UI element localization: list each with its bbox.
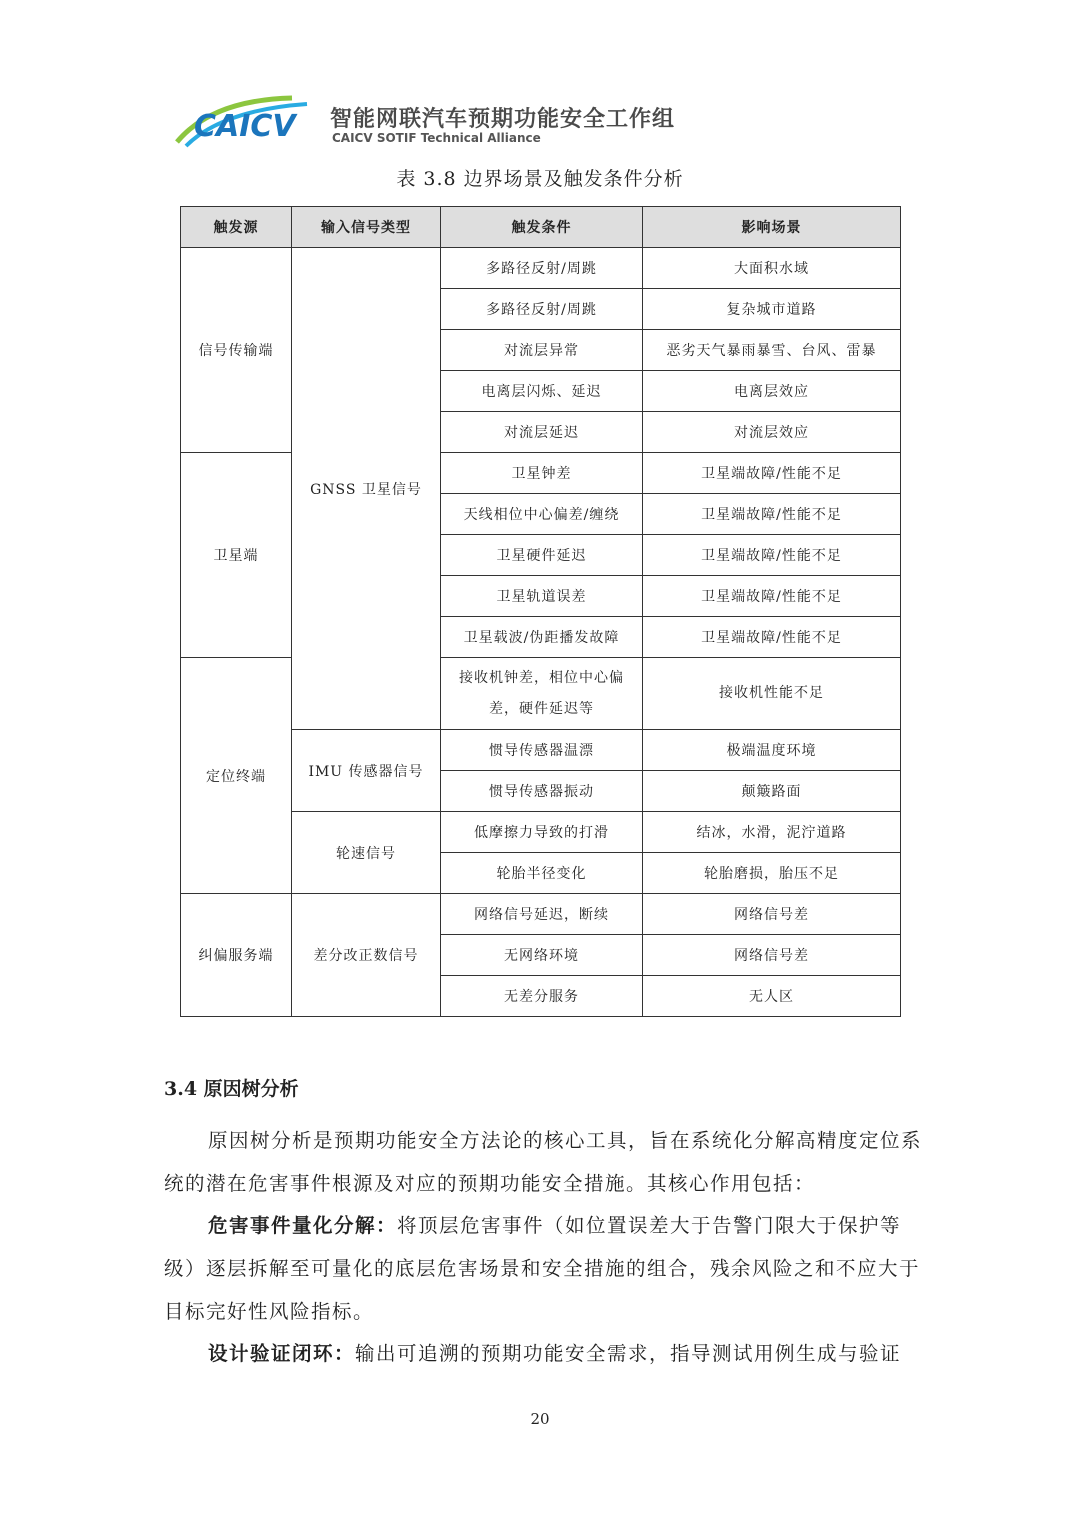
cell-scene: 网络信号差: [643, 894, 901, 935]
cell-condition: 无网络环境: [441, 935, 643, 976]
cell-scene: 恶劣天气暴雨暴雪、台风、雷暴: [643, 330, 901, 371]
cell-scene: 结冰，水滑，泥泞道路: [643, 812, 901, 853]
cell-condition: 卫星钟差: [441, 453, 643, 494]
paragraph-design-verification: [164, 1332, 924, 1375]
cell-scene: 卫星端故障/性能不足: [643, 494, 901, 535]
table-row: [181, 453, 901, 494]
boundary-scenario-table: [180, 206, 901, 1017]
signal-imu: IMU 传感器信号: [292, 730, 441, 812]
paragraph-text: 将顶层危害事件（如位置误差大于告警门限大于保护等级）逐层拆解至可量化的底层危害场景和安全措施的组合，残余风险之和不应大于目标完好性风险指标。: [164, 1214, 921, 1323]
cell-condition: 无差分服务: [441, 976, 643, 1017]
logo-wordmark: CAICV: [194, 109, 296, 144]
cell-scene: 接收机性能不足: [643, 658, 901, 730]
paragraph-intro: 原因树分析是预期功能安全方法论的核心工具，旨在系统化分解高精度定位系统的潜在危害事件根源及对应的预期功能安全措施。其核心作用包括：: [164, 1129, 923, 1195]
cell-condition: 多路径反射/周跳: [441, 289, 643, 330]
table-caption: 表 3.8 边界场景及触发条件分析: [396, 168, 684, 190]
cell-scene: 卫星端故障/性能不足: [643, 576, 901, 617]
cell-scene: 复杂城市道路: [643, 289, 901, 330]
paragraph-text: 输出可追溯的预期功能安全需求，指导测试用例生成与验证: [355, 1342, 902, 1365]
header-trigger-source: 触发源: [181, 207, 292, 248]
signal-wheel-speed: 轮速信号: [292, 812, 441, 894]
org-name-cn: 智能网联汽车预期功能安全工作组: [330, 107, 676, 132]
header-trigger-condition: 触发条件: [441, 207, 643, 248]
cell-condition: 惯导传感器温漂: [441, 730, 643, 771]
cell-scene: 对流层效应: [643, 412, 901, 453]
org-name-en: CAICV SOTIF Technical Alliance: [332, 131, 541, 145]
cell-scene: 卫星端故障/性能不足: [643, 535, 901, 576]
cell-scene: 无人区: [643, 976, 901, 1017]
header-signal-type: 输入信号类型: [292, 207, 441, 248]
cell-condition: 低摩擦力导致的打滑: [441, 812, 643, 853]
cell-condition: 卫星轨道误差: [441, 576, 643, 617]
cell-scene: 卫星端故障/性能不足: [643, 617, 901, 658]
cell-condition: 卫星载波/伪距播发故障: [441, 617, 643, 658]
paragraph-label: 危害事件量化分解：: [208, 1214, 398, 1237]
signal-differential: 差分改正数信号: [292, 894, 441, 1017]
section-title: 3.4 原因树分析: [164, 1078, 299, 1100]
logo-swoosh-graphic: [172, 92, 332, 150]
cell-scene: 颠簸路面: [643, 771, 901, 812]
group-satellite: 卫星端: [181, 453, 292, 658]
cell-condition: 卫星硬件延迟: [441, 535, 643, 576]
group-signal-transmission: 信号传输端: [181, 248, 292, 453]
cell-condition: 天线相位中心偏差/缠绕: [441, 494, 643, 535]
paragraph-hazard-decomposition: [164, 1204, 924, 1333]
cell-condition: 对流层异常: [441, 330, 643, 371]
cell-scene: 轮胎磨损，胎压不足: [643, 853, 901, 894]
header-impact-scene: 影响场景: [643, 207, 901, 248]
cell-condition: 对流层延迟: [441, 412, 643, 453]
cell-scene: 大面积水域: [643, 248, 901, 289]
table-row: [181, 248, 901, 289]
cell-condition: 多路径反射/周跳: [441, 248, 643, 289]
group-terminal: 定位终端: [181, 658, 292, 894]
table-row: [181, 658, 901, 730]
group-correction-service: 纠偏服务端: [181, 894, 292, 1017]
cell-condition: 轮胎半径变化: [441, 853, 643, 894]
signal-gnss: GNSS 卫星信号: [292, 248, 441, 730]
paragraph-label: 设计验证闭环：: [208, 1342, 356, 1365]
table-row: [181, 894, 901, 935]
cell-scene: 卫星端故障/性能不足: [643, 453, 901, 494]
cell-condition: 网络信号延迟，断续: [441, 894, 643, 935]
cell-scene: 极端温度环境: [643, 730, 901, 771]
cell-condition: 电离层闪烁、延迟: [441, 371, 643, 412]
cell-scene: 电离层效应: [643, 371, 901, 412]
cell-condition: 惯导传感器振动: [441, 771, 643, 812]
table-header-row: [181, 207, 901, 248]
cell-scene: 网络信号差: [643, 935, 901, 976]
page-number: 20: [530, 1410, 550, 1428]
cell-condition: 接收机钟差，相位中心偏差，硬件延迟等: [441, 658, 643, 730]
